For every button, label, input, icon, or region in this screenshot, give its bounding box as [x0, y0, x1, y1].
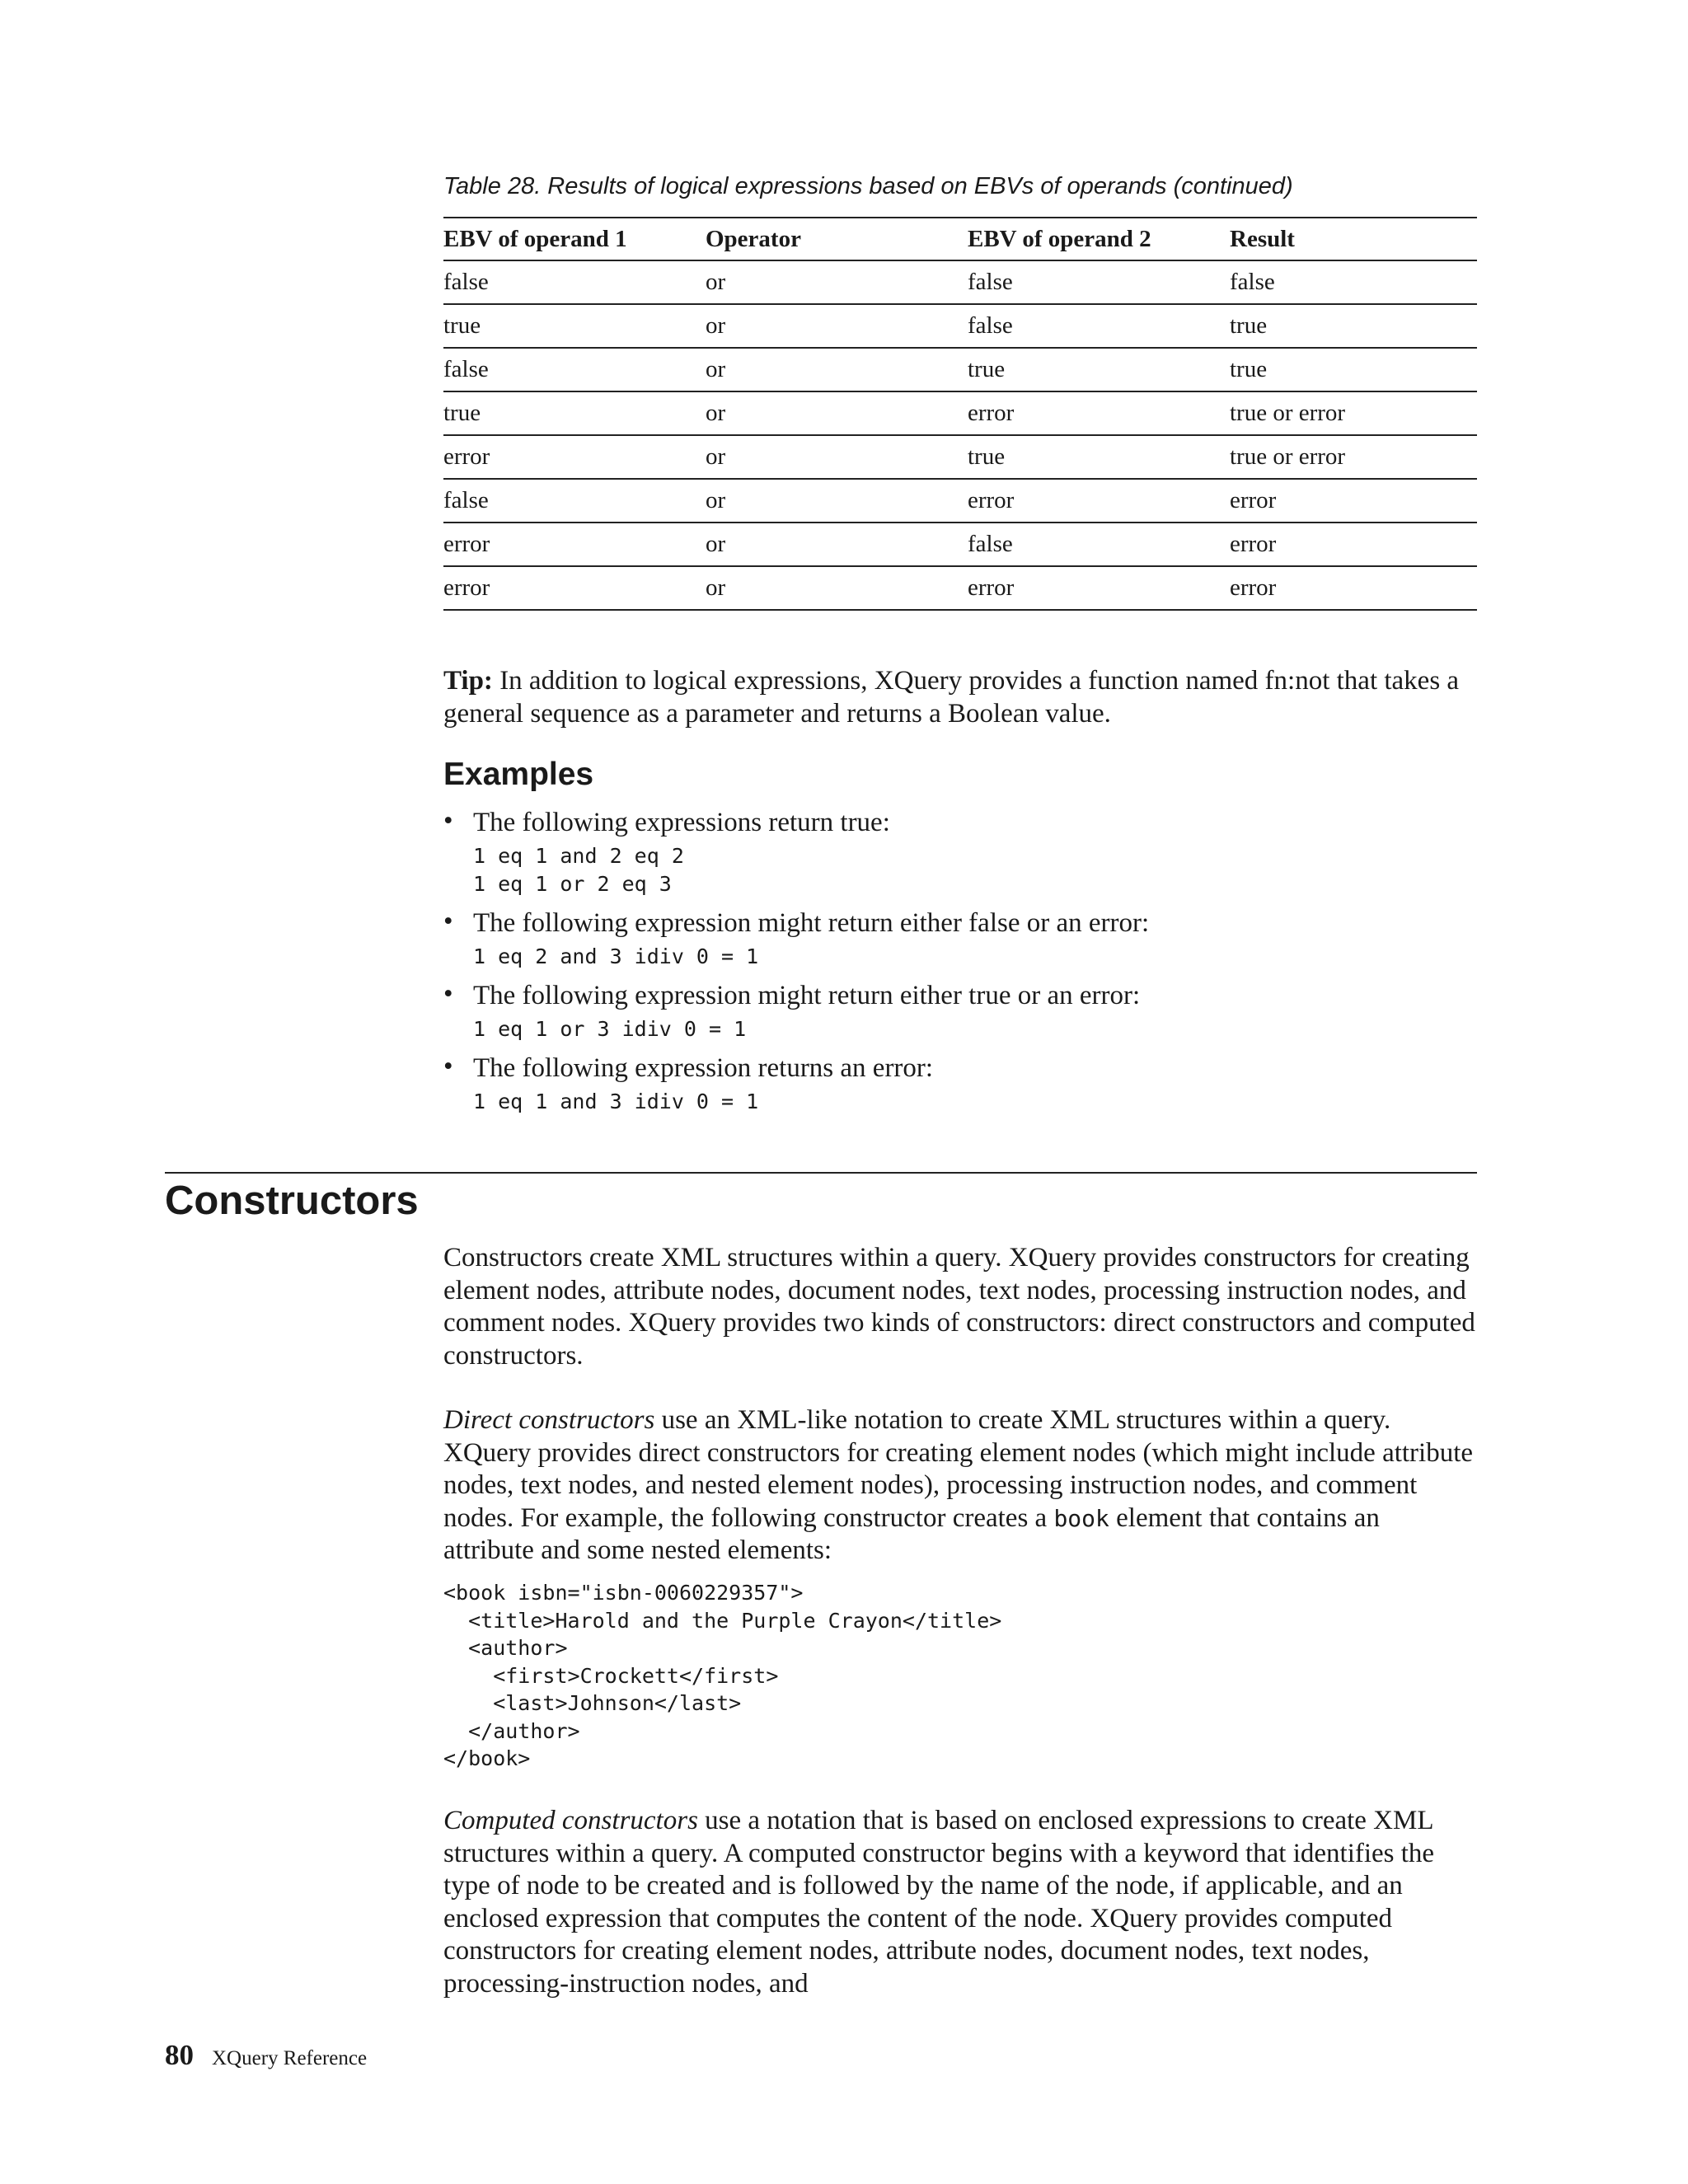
table-cell: error	[1230, 479, 1477, 523]
constructors-intro-paragraph: Constructors create XML structures within a query. XQuery provides constructors for creating element nodes, attribute nodes, document nodes, text nodes, processing instruction nodes, and comment nodes. XQuery provides two kinds of constructors: direct constructors and computed constructors.	[443, 1243, 1475, 1371]
table-caption: Table 28. Results of logical expressions based on EBVs of operands (continued)	[443, 173, 1293, 199]
bullet-icon: •	[443, 907, 453, 936]
table-cell: true or error	[1230, 391, 1477, 435]
examples-heading: Examples	[443, 757, 594, 792]
list-item	[443, 806, 1477, 898]
example-description: The following expression returns an error:	[473, 1053, 934, 1083]
computed-constructors-text: use a notation that is based on enclosed expressions to create XML structures within a query. A computed constructor begins with a keyword that identifies the type of node to be created and is followed by the name of the node, if applicable, and an enclosed expression that computes the content of the node. XQuery provides computed constructors for creating element nodes, attribute nodes, document nodes, text nodes, processing-instruction nodes, and	[443, 1806, 1435, 1999]
table-cell: false	[968, 304, 1230, 348]
table-cell: false	[443, 348, 706, 391]
table-cell: true or error	[1230, 435, 1477, 479]
table-cell: or	[706, 391, 968, 435]
direct-constructors-text: use an XML-like notation to create XML structures within a query. XQuery provides direct constructors for creating element nodes (which might include attribute nodes, text nodes, and nested element nodes), processing instruction nodes, and comment nodes. For example, the following constructor creates a	[443, 1405, 1474, 1533]
book-code-word: book	[1053, 1504, 1109, 1532]
computed-constructors-paragraph	[443, 1805, 1477, 2000]
table-cell: true	[968, 435, 1230, 479]
example-code: 1 eq 2 and 3 idiv 0 = 1	[473, 944, 759, 968]
column-header-result: Result	[1230, 218, 1477, 260]
table-row	[443, 304, 1477, 348]
section-divider	[165, 1172, 1477, 1174]
bullet-icon: •	[443, 1052, 453, 1081]
computed-constructors-term: Computed constructors	[443, 1806, 698, 1835]
table-cell: or	[706, 348, 968, 391]
table-cell: false	[1230, 260, 1477, 304]
table-cell: true	[1230, 348, 1477, 391]
direct-constructors-paragraph	[443, 1404, 1477, 1568]
table-cell: or	[706, 304, 968, 348]
tip-paragraph	[443, 664, 1477, 730]
tip-label: Tip:	[443, 666, 493, 696]
example-code: 1 eq 1 and 3 idiv 0 = 1	[473, 1090, 759, 1113]
column-header-operator: Operator	[706, 218, 968, 260]
table-cell: or	[706, 435, 968, 479]
table-cell: or	[706, 260, 968, 304]
table-row	[443, 479, 1477, 523]
table-cell: error	[1230, 523, 1477, 566]
table-cell: false	[968, 523, 1230, 566]
table-row	[443, 566, 1477, 610]
table-cell: true	[968, 348, 1230, 391]
direct-constructors-term: Direct constructors	[443, 1405, 655, 1435]
table-row	[443, 348, 1477, 391]
examples-list	[443, 806, 1477, 1124]
table-cell: error	[443, 566, 706, 610]
table-cell: error	[968, 566, 1230, 610]
table-cell: error	[443, 435, 706, 479]
table-cell: or	[706, 523, 968, 566]
table-cell: true	[1230, 304, 1477, 348]
table-row	[443, 260, 1477, 304]
table-cell: or	[706, 566, 968, 610]
table-cell: error	[1230, 566, 1477, 610]
tip-text: In addition to logical expressions, XQuery provides a function named fn:not that takes a general sequence as a parameter and returns a Boolean value.	[443, 666, 1460, 729]
example-code: 1 eq 1 or 3 idiv 0 = 1	[473, 1017, 747, 1041]
direct-constructors-text-end: element that contains an attribute and some nested elements:	[443, 1502, 1380, 1565]
table-row	[443, 391, 1477, 435]
bullet-icon: •	[443, 806, 453, 836]
table-header-row	[443, 218, 1477, 260]
section-title: Constructors	[165, 1179, 419, 1223]
list-item	[443, 979, 1477, 1043]
example-description: The following expressions return true:	[473, 808, 890, 837]
footer-book-title: XQuery Reference	[212, 2047, 368, 2069]
table-cell: error	[968, 479, 1230, 523]
table-cell: error	[443, 523, 706, 566]
table-cell: error	[968, 391, 1230, 435]
column-header-ebv-operand-1: EBV of operand 1	[443, 218, 706, 260]
bullet-icon: •	[443, 979, 453, 1009]
page-footer	[165, 2039, 367, 2072]
example-code: 1 eq 1 and 2 eq 2 1 eq 1 or 2 eq 3	[473, 844, 684, 896]
table-row	[443, 435, 1477, 479]
list-item	[443, 907, 1477, 971]
table-row	[443, 523, 1477, 566]
page-number: 80	[165, 2039, 194, 2071]
example-description: The following expression might return either true or an error:	[473, 981, 1141, 1010]
example-description: The following expression might return either false or an error:	[473, 908, 1150, 938]
table-cell: or	[706, 479, 968, 523]
table-cell: true	[443, 391, 706, 435]
book-code-example: <book isbn="isbn-0060229357"> <title>Harold and the Purple Crayon</title> <author> <first>Crockett</first> <last>Johnson</last> </author> </book>	[443, 1581, 1002, 1770]
table-cell: false	[443, 479, 706, 523]
column-header-ebv-operand-2: EBV of operand 2	[968, 218, 1230, 260]
table-cell: false	[968, 260, 1230, 304]
ebv-results-table	[443, 217, 1477, 611]
table-cell: false	[443, 260, 706, 304]
list-item	[443, 1052, 1477, 1116]
table-cell: true	[443, 304, 706, 348]
